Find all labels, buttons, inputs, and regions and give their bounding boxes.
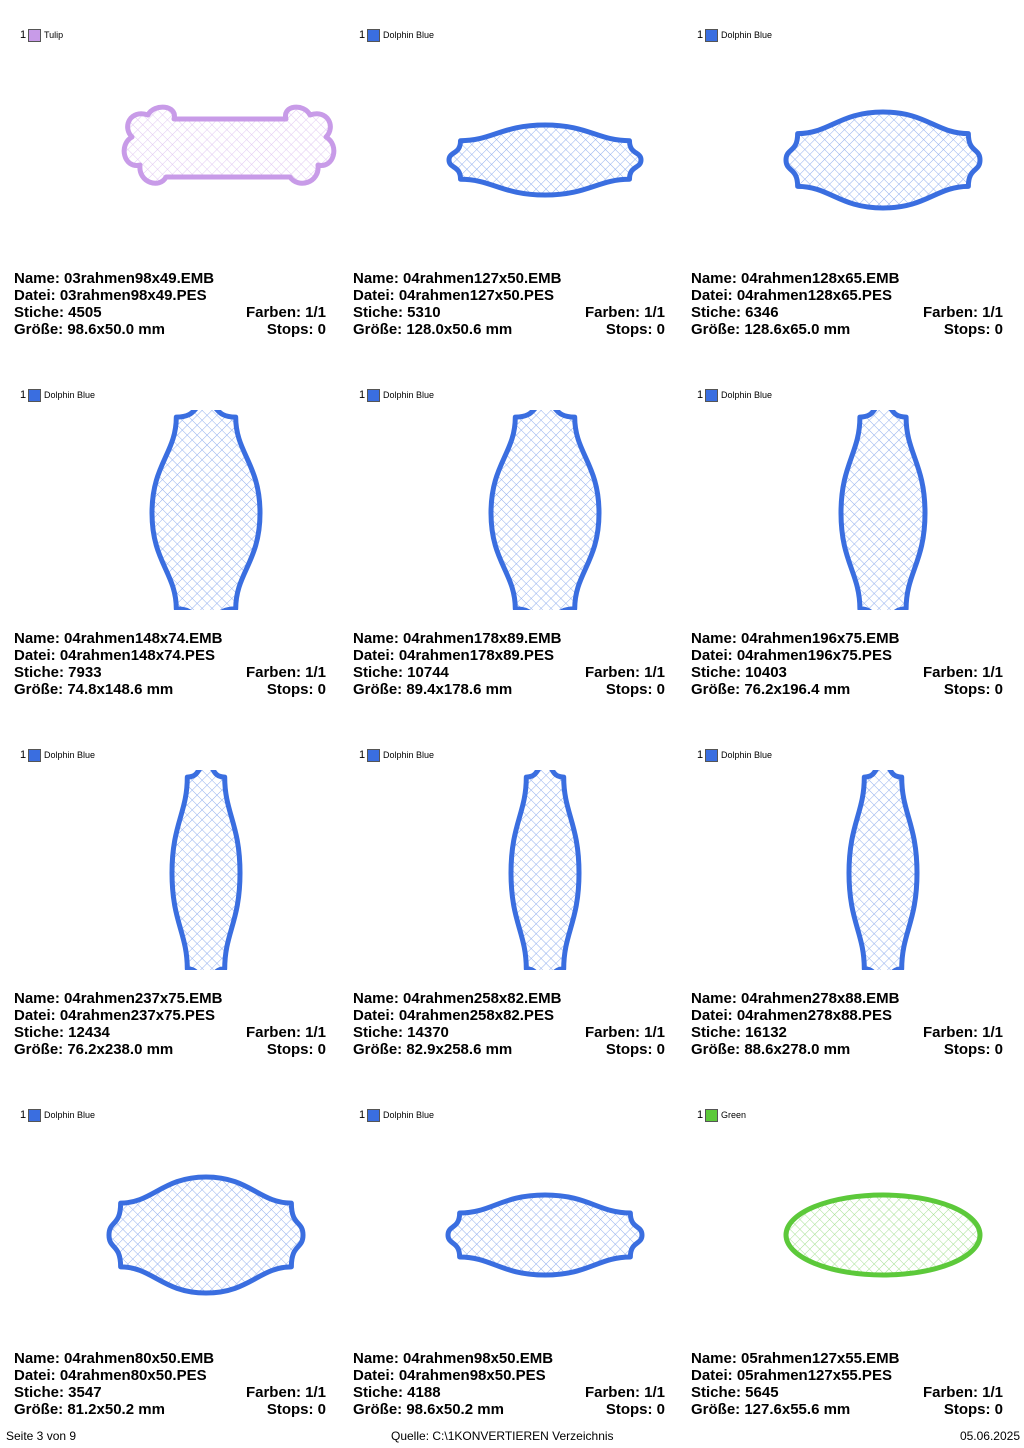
thread-color-legend xyxy=(359,748,434,762)
design-info xyxy=(14,270,326,338)
design-size: Größe: 74.8x148.6 mm xyxy=(14,681,174,698)
thread-color-legend xyxy=(359,28,434,42)
thread-color-index: 1 xyxy=(359,749,366,761)
design-info xyxy=(691,1350,1003,1418)
design-size: Größe: 82.9x258.6 mm xyxy=(353,1041,513,1058)
design-stitches: Stiche: 10744 xyxy=(353,664,449,681)
page-number: Seite 3 von 9 xyxy=(6,1429,77,1443)
design-stops: Stops: 0 xyxy=(943,681,1003,698)
thread-color-name: Dolphin Blue xyxy=(383,30,435,40)
design-preview-svg xyxy=(353,410,691,610)
design-preview xyxy=(691,770,1024,970)
design-colors: Farben: 1/1 xyxy=(584,1024,665,1041)
design-preview xyxy=(691,65,1024,265)
design-size: Größe: 81.2x50.2 mm xyxy=(14,1401,165,1418)
design-file: Datei: 04rahmen237x75.PES xyxy=(14,1007,215,1024)
design-size: Größe: 128.0x50.6 mm xyxy=(353,321,513,338)
thread-color-name: Dolphin Blue xyxy=(383,750,435,760)
design-stops: Stops: 0 xyxy=(266,1401,326,1418)
design-stitches: Stiche: 5645 xyxy=(691,1384,779,1401)
design-stops: Stops: 0 xyxy=(943,1041,1003,1058)
thread-color-name: Dolphin Blue xyxy=(44,390,96,400)
design-colors: Farben: 1/1 xyxy=(584,304,665,321)
design-name: Name: 04rahmen128x65.EMB xyxy=(691,270,900,287)
design-file: Datei: 04rahmen127x50.PES xyxy=(353,287,554,304)
design-stitches: Stiche: 14370 xyxy=(353,1024,449,1041)
design-preview xyxy=(353,770,691,970)
design-info xyxy=(353,1350,665,1418)
design-card xyxy=(691,720,1024,1080)
design-colors: Farben: 1/1 xyxy=(584,1384,665,1401)
design-size: Größe: 88.6x278.0 mm xyxy=(691,1041,851,1058)
thread-color-name: Dolphin Blue xyxy=(721,30,773,40)
design-size: Größe: 76.2x196.4 mm xyxy=(691,681,851,698)
design-preview-svg xyxy=(14,65,352,265)
design-card xyxy=(691,360,1024,720)
thread-color-swatch xyxy=(705,749,718,762)
design-stops: Stops: 0 xyxy=(266,321,326,338)
thread-color-index: 1 xyxy=(697,1109,704,1121)
source-path: Quelle: C:\1KONVERTIEREN Verzeichnis xyxy=(391,1429,614,1443)
thread-color-swatch xyxy=(367,749,380,762)
design-info xyxy=(14,1350,326,1418)
design-stitches: Stiche: 10403 xyxy=(691,664,787,681)
design-preview-svg xyxy=(14,410,352,610)
design-stitches: Stiche: 3547 xyxy=(14,1384,102,1401)
design-card xyxy=(14,1080,352,1440)
design-file: Datei: 03rahmen98x49.PES xyxy=(14,287,207,304)
embroidery-shape xyxy=(109,1177,303,1293)
thread-color-legend xyxy=(359,1108,434,1122)
design-size: Größe: 98.6x50.0 mm xyxy=(14,321,165,338)
design-name: Name: 04rahmen196x75.EMB xyxy=(691,630,900,647)
thread-color-name: Dolphin Blue xyxy=(44,1110,96,1120)
design-size: Größe: 76.2x238.0 mm xyxy=(14,1041,174,1058)
design-stops: Stops: 0 xyxy=(605,1041,665,1058)
design-preview xyxy=(353,1130,691,1330)
design-card xyxy=(353,720,691,1080)
thread-color-legend xyxy=(697,388,772,402)
design-stops: Stops: 0 xyxy=(266,1041,326,1058)
thread-color-name: Tulip xyxy=(44,30,64,40)
design-preview xyxy=(14,410,352,610)
design-preview xyxy=(14,770,352,970)
design-file: Datei: 04rahmen258x82.PES xyxy=(353,1007,554,1024)
page-footer xyxy=(0,1429,1024,1445)
design-stops: Stops: 0 xyxy=(605,321,665,338)
design-card xyxy=(691,0,1024,360)
design-stitches: Stiche: 12434 xyxy=(14,1024,110,1041)
design-size: Größe: 128.6x65.0 mm xyxy=(691,321,851,338)
design-name: Name: 04rahmen80x50.EMB xyxy=(14,1350,215,1367)
thread-color-swatch xyxy=(28,29,41,42)
design-colors: Farben: 1/1 xyxy=(922,1024,1003,1041)
design-stitches: Stiche: 4188 xyxy=(353,1384,441,1401)
thread-color-index: 1 xyxy=(697,749,704,761)
thread-color-swatch xyxy=(705,29,718,42)
design-preview xyxy=(353,410,691,610)
thread-color-index: 1 xyxy=(20,749,27,761)
design-preview-svg xyxy=(691,410,1024,610)
design-file: Datei: 04rahmen278x88.PES xyxy=(691,1007,892,1024)
design-name: Name: 04rahmen278x88.EMB xyxy=(691,990,900,1007)
thread-color-index: 1 xyxy=(359,1109,366,1121)
thread-color-legend xyxy=(20,28,63,42)
design-name: Name: 03rahmen98x49.EMB xyxy=(14,270,215,287)
design-colors: Farben: 1/1 xyxy=(584,664,665,681)
design-preview-svg xyxy=(691,65,1024,265)
design-preview-svg xyxy=(14,1130,352,1330)
design-preview xyxy=(14,65,352,265)
thread-color-legend xyxy=(20,1108,95,1122)
design-stops: Stops: 0 xyxy=(605,681,665,698)
thread-color-legend xyxy=(20,748,95,762)
thread-color-swatch xyxy=(28,389,41,402)
design-colors: Farben: 1/1 xyxy=(245,1384,326,1401)
design-colors: Farben: 1/1 xyxy=(922,664,1003,681)
thread-color-name: Dolphin Blue xyxy=(721,750,773,760)
embroidery-shape xyxy=(124,107,334,183)
thread-color-swatch xyxy=(28,1109,41,1122)
print-date: 05.06.2025 xyxy=(959,1429,1020,1443)
design-card xyxy=(14,720,352,1080)
design-card xyxy=(691,1080,1024,1440)
design-card xyxy=(353,1080,691,1440)
design-file: Datei: 05rahmen127x55.PES xyxy=(691,1367,892,1384)
thread-color-legend xyxy=(697,748,772,762)
embroidery-shape xyxy=(172,770,240,970)
embroidery-shape xyxy=(841,410,925,610)
thread-color-name: Dolphin Blue xyxy=(383,1110,435,1120)
design-info xyxy=(691,990,1003,1058)
design-colors: Farben: 1/1 xyxy=(922,304,1003,321)
thread-color-swatch xyxy=(705,1109,718,1122)
thread-color-swatch xyxy=(28,749,41,762)
design-name: Name: 05rahmen127x55.EMB xyxy=(691,1350,900,1367)
design-name: Name: 04rahmen237x75.EMB xyxy=(14,990,223,1007)
design-name: Name: 04rahmen258x82.EMB xyxy=(353,990,562,1007)
design-size: Größe: 127.6x55.6 mm xyxy=(691,1401,851,1418)
design-card xyxy=(14,0,352,360)
design-stops: Stops: 0 xyxy=(943,321,1003,338)
design-stops: Stops: 0 xyxy=(943,1401,1003,1418)
embroidery-shape xyxy=(849,770,917,970)
thread-color-legend xyxy=(20,388,95,402)
embroidery-shape xyxy=(449,125,641,195)
design-preview-svg xyxy=(14,770,352,970)
design-info xyxy=(353,990,665,1058)
thread-color-index: 1 xyxy=(20,29,27,41)
design-file: Datei: 04rahmen196x75.PES xyxy=(691,647,892,664)
design-preview xyxy=(353,65,691,265)
thread-color-name: Dolphin Blue xyxy=(44,750,96,760)
design-size: Größe: 89.4x178.6 mm xyxy=(353,681,513,698)
design-info xyxy=(691,270,1003,338)
design-preview-svg xyxy=(353,770,691,970)
design-preview xyxy=(691,410,1024,610)
design-name: Name: 04rahmen178x89.EMB xyxy=(353,630,562,647)
design-name: Name: 04rahmen127x50.EMB xyxy=(353,270,562,287)
thread-color-index: 1 xyxy=(20,1109,27,1121)
design-preview-svg xyxy=(353,65,691,265)
thread-color-swatch xyxy=(367,29,380,42)
thread-color-name: Green xyxy=(721,1110,747,1120)
thread-color-legend xyxy=(359,388,434,402)
design-preview-svg xyxy=(691,1130,1024,1330)
design-colors: Farben: 1/1 xyxy=(245,1024,326,1041)
design-info xyxy=(353,270,665,338)
design-preview-svg xyxy=(353,1130,691,1330)
design-preview-svg xyxy=(691,770,1024,970)
design-card xyxy=(14,360,352,720)
design-stitches: Stiche: 6346 xyxy=(691,304,779,321)
design-file: Datei: 04rahmen98x50.PES xyxy=(353,1367,546,1384)
thread-color-legend xyxy=(697,1108,746,1122)
design-stitches: Stiche: 7933 xyxy=(14,664,102,681)
embroidery-shape xyxy=(786,112,980,208)
design-stitches: Stiche: 4505 xyxy=(14,304,102,321)
embroidery-shape xyxy=(491,410,599,610)
thread-color-index: 1 xyxy=(697,389,704,401)
design-card xyxy=(353,0,691,360)
design-file: Datei: 04rahmen80x50.PES xyxy=(14,1367,207,1384)
design-stops: Stops: 0 xyxy=(266,681,326,698)
thread-color-swatch xyxy=(367,389,380,402)
design-file: Datei: 04rahmen178x89.PES xyxy=(353,647,554,664)
embroidery-shape xyxy=(448,1195,642,1275)
thread-color-swatch xyxy=(367,1109,380,1122)
design-info xyxy=(353,630,665,698)
design-info xyxy=(691,630,1003,698)
design-size: Größe: 98.6x50.2 mm xyxy=(353,1401,504,1418)
design-file: Datei: 04rahmen148x74.PES xyxy=(14,647,215,664)
thread-color-index: 1 xyxy=(359,29,366,41)
embroidery-shape xyxy=(152,410,260,610)
embroidery-shape xyxy=(786,1195,980,1275)
design-name: Name: 04rahmen98x50.EMB xyxy=(353,1350,554,1367)
thread-color-index: 1 xyxy=(20,389,27,401)
design-colors: Farben: 1/1 xyxy=(245,304,326,321)
thread-color-swatch xyxy=(705,389,718,402)
design-colors: Farben: 1/1 xyxy=(922,1384,1003,1401)
design-colors: Farben: 1/1 xyxy=(245,664,326,681)
embroidery-shape xyxy=(511,770,579,970)
design-preview xyxy=(691,1130,1024,1330)
design-preview xyxy=(14,1130,352,1330)
design-info xyxy=(14,630,326,698)
design-card xyxy=(353,360,691,720)
thread-color-name: Dolphin Blue xyxy=(383,390,435,400)
design-info xyxy=(14,990,326,1058)
thread-color-name: Dolphin Blue xyxy=(721,390,773,400)
design-name: Name: 04rahmen148x74.EMB xyxy=(14,630,223,647)
design-stitches: Stiche: 5310 xyxy=(353,304,441,321)
design-stitches: Stiche: 16132 xyxy=(691,1024,787,1041)
design-file: Datei: 04rahmen128x65.PES xyxy=(691,287,892,304)
design-stops: Stops: 0 xyxy=(605,1401,665,1418)
thread-color-legend xyxy=(697,28,772,42)
thread-color-index: 1 xyxy=(697,29,704,41)
thread-color-index: 1 xyxy=(359,389,366,401)
